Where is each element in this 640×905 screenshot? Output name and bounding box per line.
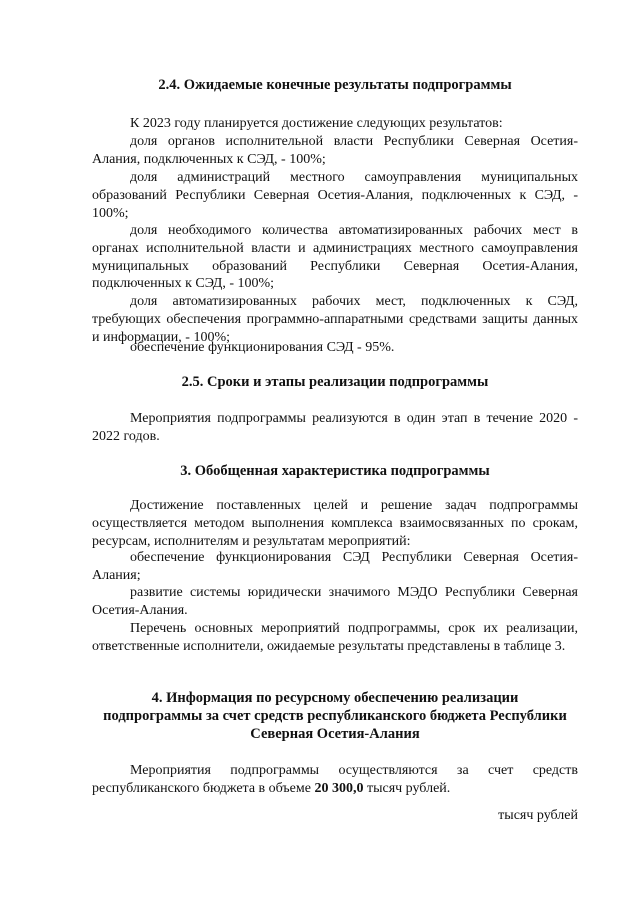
paragraph-2-4-item-2: доля администраций местного самоуправления муниципальных образований Республики Северная Осетия-Алания, подключенных к СЭД, - 100%; xyxy=(92,170,578,221)
heading-2-5: 2.5. Сроки и этапы реализации подпрограммы xyxy=(181,374,489,390)
budget-amount: 20 300,0 xyxy=(314,780,364,796)
unit-label: тысяч рублей xyxy=(498,808,578,823)
paragraph-4 xyxy=(92,762,578,798)
heading-4-line-2: подпрограммы за счет средств республиканского бюджета Республики xyxy=(103,708,567,724)
paragraph-2-4-item-1: доля органов исполнительной власти Республики Северная Осетия-Алания, подключенных к СЭД, - 100%; xyxy=(92,134,578,167)
heading-2-4: 2.4. Ожидаемые конечные результаты подпрограммы xyxy=(158,77,512,93)
paragraph-2-5: Мероприятия подпрограммы реализуются в один этап в течение 2020 - 2022 годов. xyxy=(92,411,578,444)
heading-4-line-3: Северная Осетия-Алания xyxy=(250,726,420,742)
paragraph-3-3: развитие системы юридически значимого МЭДО Республики Северная Осетия-Алания. xyxy=(92,585,578,618)
paragraph-2-4-item-5: обеспечение функционирования СЭД - 95%. xyxy=(130,340,395,355)
heading-4-line-1: 4. Информация по ресурсному обеспечению реализации xyxy=(151,690,519,706)
paragraph-3-4: Перечень основных мероприятий подпрограммы, срок их реализации, ответственные исполнители, ожидаемые результаты представлены в таблице 3. xyxy=(92,621,578,654)
paragraph-2-4-item-4: доля автоматизированных рабочих мест, подключенных к СЭД, требующих обеспечения программно-аппаратными средствами защиты данных и информации, - 100%; xyxy=(92,294,578,345)
paragraph-3-1: Достижение поставленных целей и решение задач подпрограммы осуществляется методом выполнения комплекса взаимосвязанных по срокам, ресурсам, исполнителям и результатам мероприятий: xyxy=(92,498,578,549)
paragraph-3-2: обеспечение функционирования СЭД Республики Северная Осетия-Алания; xyxy=(92,550,578,583)
paragraph-4-text-after: тысяч рублей. xyxy=(363,780,451,796)
heading-3: 3. Обобщенная характеристика подпрограммы xyxy=(180,463,490,479)
paragraph-2-4-item-3: доля необходимого количества автоматизированных рабочих мест в органах исполнительной власти и администрациях местного самоуправления муниципальных образований Республики Северная Осетия-Алания, подключенных к СЭД, - 100%; xyxy=(92,223,578,292)
paragraph-4-text-before: Мероприятия подпрограммы осуществляются за счет средств республиканского бюджета в объеме xyxy=(92,763,578,796)
paragraph-2-4-intro: К 2023 году планируется достижение следующих результатов: xyxy=(130,116,503,131)
